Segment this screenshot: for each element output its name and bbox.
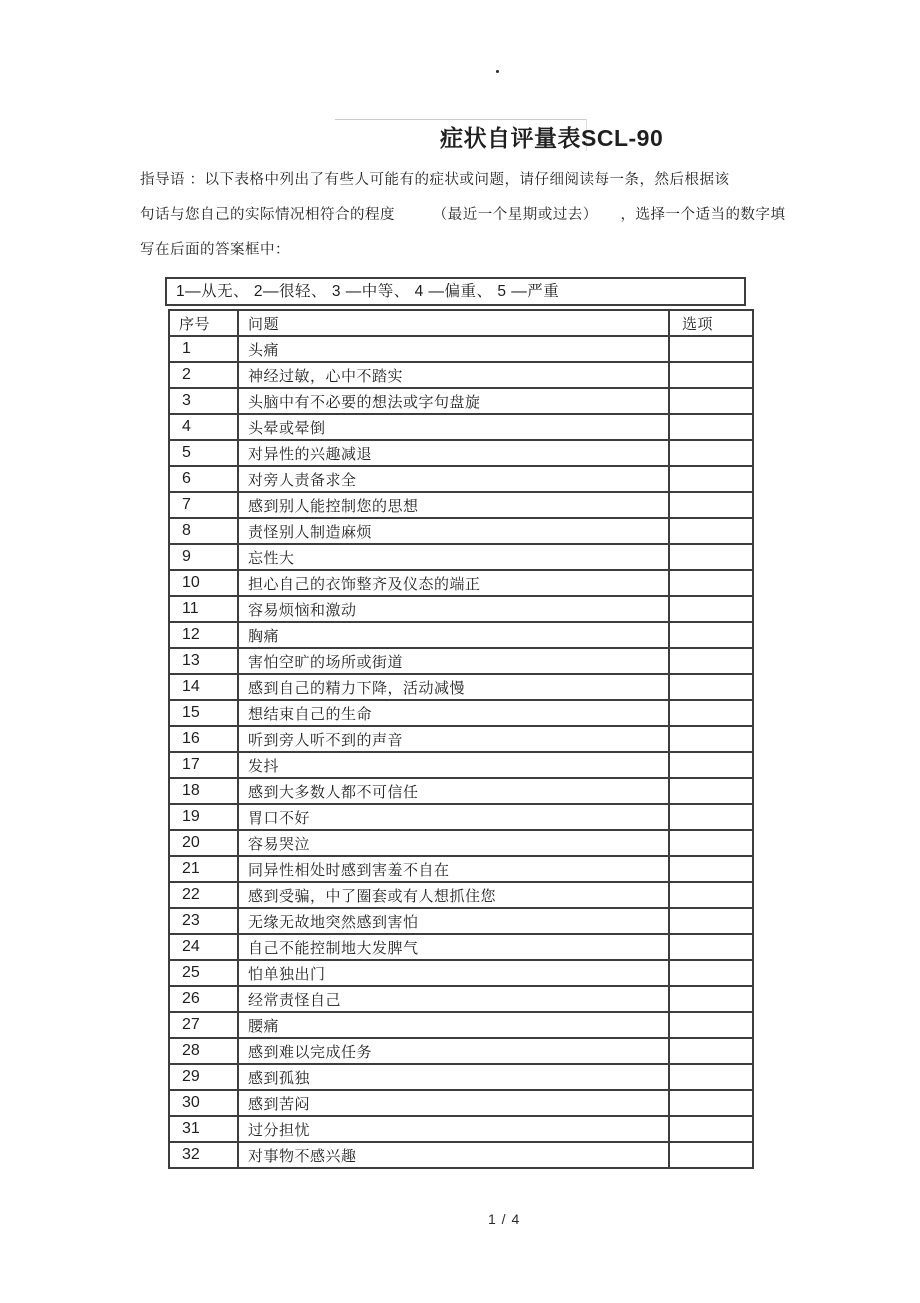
question-text: 怕单独出门: [238, 960, 669, 986]
question-text: 对事物不感兴趣: [238, 1142, 669, 1168]
table-row: [169, 388, 753, 414]
stray-dot-mark: [496, 70, 499, 73]
instructions-line-1: 指导语 ：以下表格中列出了有些人可能有的症状或问题，请仔细阅读每一条，然后根据该: [140, 172, 730, 188]
question-number: 18: [169, 778, 238, 804]
table-row: [169, 596, 753, 622]
instructions-block: [140, 163, 820, 268]
question-number: 15: [169, 700, 238, 726]
question-text: 听到旁人听不到的声音: [238, 726, 669, 752]
answer-box: [669, 362, 753, 388]
table-row: [169, 544, 753, 570]
question-number: 4: [169, 414, 238, 440]
answer-box: [669, 596, 753, 622]
question-text: 容易烦恼和激动: [238, 596, 669, 622]
question-text: 胃口不好: [238, 804, 669, 830]
table-row: [169, 934, 753, 960]
answer-box: [669, 466, 753, 492]
table-row: [169, 752, 753, 778]
question-number: 32: [169, 1142, 238, 1168]
question-text: 对旁人责备求全: [238, 466, 669, 492]
table-row: [169, 440, 753, 466]
question-number: 7: [169, 492, 238, 518]
question-text: 神经过敏，心中不踏实: [238, 362, 669, 388]
table-row: [169, 700, 753, 726]
answer-box: [669, 830, 753, 856]
question-text: 胸痛: [238, 622, 669, 648]
questionnaire-table: [168, 309, 754, 1169]
question-text: 容易哭泣: [238, 830, 669, 856]
question-text: 感到孤独: [238, 1064, 669, 1090]
answer-box: [669, 674, 753, 700]
question-number: 26: [169, 986, 238, 1012]
question-text: 腰痛: [238, 1012, 669, 1038]
column-header-number: 序号: [169, 310, 238, 336]
table-row: [169, 622, 753, 648]
question-text: 感到大多数人都不可信任: [238, 778, 669, 804]
answer-box: [669, 986, 753, 1012]
question-text: 自己不能控制地大发脾气: [238, 934, 669, 960]
question-text: 忘性大: [238, 544, 669, 570]
answer-box: [669, 934, 753, 960]
table-row: [169, 570, 753, 596]
table-row: [169, 830, 753, 856]
answer-box: [669, 882, 753, 908]
question-number: 10: [169, 570, 238, 596]
answer-box: [669, 336, 753, 362]
question-text: 责怪别人制造麻烦: [238, 518, 669, 544]
table-row: [169, 1090, 753, 1116]
table-row: [169, 1012, 753, 1038]
question-number: 23: [169, 908, 238, 934]
question-text: 过分担忧: [238, 1116, 669, 1142]
question-number: 28: [169, 1038, 238, 1064]
table-row: [169, 1038, 753, 1064]
rating-scale-legend-text: 1—从无、 2—很轻、 3 —中等、 4 —偏重、 5 —严重: [176, 283, 560, 300]
answer-box: [669, 1012, 753, 1038]
question-text: 担心自己的衣饰整齐及仪态的端正: [238, 570, 669, 596]
answer-box: [669, 908, 753, 934]
answer-box: [669, 570, 753, 596]
rating-scale-legend: [165, 277, 746, 306]
page-title: 症状自评量表SCL-90: [440, 125, 664, 151]
table-row: [169, 1142, 753, 1168]
question-number: 29: [169, 1064, 238, 1090]
table-row: [169, 986, 753, 1012]
question-number: 16: [169, 726, 238, 752]
question-text: 发抖: [238, 752, 669, 778]
table-row: [169, 960, 753, 986]
table-row: [169, 492, 753, 518]
question-number: 13: [169, 648, 238, 674]
table-row: [169, 648, 753, 674]
answer-box: [669, 544, 753, 570]
question-text: 头痛: [238, 336, 669, 362]
question-number: 2: [169, 362, 238, 388]
question-text: 头晕或晕倒: [238, 414, 669, 440]
instructions-line-2: 句话与您自己的实际情况相符合的程度 （最近一个星期或过去） ，选择一个适当的数字填: [140, 207, 786, 223]
table-row: [169, 882, 753, 908]
table-row: [169, 336, 753, 362]
question-number: 20: [169, 830, 238, 856]
table-row: [169, 778, 753, 804]
question-text: 感到难以完成任务: [238, 1038, 669, 1064]
table-row: [169, 908, 753, 934]
answer-box: [669, 518, 753, 544]
answer-box: [669, 440, 753, 466]
question-number: 3: [169, 388, 238, 414]
answer-box: [669, 804, 753, 830]
question-text: 同异性相处时感到害羞不自在: [238, 856, 669, 882]
question-text: 想结束自己的生命: [238, 700, 669, 726]
table-row: [169, 726, 753, 752]
table-row: [169, 856, 753, 882]
page-number: 1 / 4: [488, 1211, 521, 1227]
table-row: [169, 1116, 753, 1142]
table-row: [169, 1064, 753, 1090]
question-number: 1: [169, 336, 238, 362]
question-number: 5: [169, 440, 238, 466]
question-number: 6: [169, 466, 238, 492]
question-number: 24: [169, 934, 238, 960]
table-row: [169, 518, 753, 544]
question-number: 19: [169, 804, 238, 830]
question-number: 11: [169, 596, 238, 622]
question-number: 17: [169, 752, 238, 778]
question-text: 对异性的兴趣减退: [238, 440, 669, 466]
answer-box: [669, 752, 753, 778]
answer-box: [669, 1038, 753, 1064]
answer-box: [669, 648, 753, 674]
question-number: 31: [169, 1116, 238, 1142]
question-text: 无缘无故地突然感到害怕: [238, 908, 669, 934]
answer-box: [669, 778, 753, 804]
question-number: 12: [169, 622, 238, 648]
answer-box: [669, 856, 753, 882]
question-text: 感到苦闷: [238, 1090, 669, 1116]
instructions-line-3: 写在后面的答案框中：: [140, 242, 290, 258]
question-number: 14: [169, 674, 238, 700]
table-header-row: [169, 310, 753, 336]
table-row: [169, 674, 753, 700]
question-number: 22: [169, 882, 238, 908]
answer-box: [669, 1116, 753, 1142]
question-text: 害怕空旷的场所或街道: [238, 648, 669, 674]
question-number: 30: [169, 1090, 238, 1116]
answer-box: [669, 492, 753, 518]
question-text: 感到自己的精力下降，活动减慢: [238, 674, 669, 700]
column-header-question: 问题: [238, 310, 669, 336]
answer-box: [669, 1142, 753, 1168]
question-text: 感到别人能控制您的思想: [238, 492, 669, 518]
question-number: 25: [169, 960, 238, 986]
answer-box: [669, 960, 753, 986]
answer-box: [669, 1090, 753, 1116]
answer-box: [669, 414, 753, 440]
answer-box: [669, 700, 753, 726]
question-number: 27: [169, 1012, 238, 1038]
answer-box: [669, 388, 753, 414]
question-number: 21: [169, 856, 238, 882]
table-row: [169, 362, 753, 388]
table-row: [169, 414, 753, 440]
answer-box: [669, 1064, 753, 1090]
question-text: 经常责怪自己: [238, 986, 669, 1012]
question-number: 9: [169, 544, 238, 570]
question-text: 头脑中有不必要的想法或字句盘旋: [238, 388, 669, 414]
table-row: [169, 804, 753, 830]
column-header-option: 选项: [669, 310, 753, 336]
question-number: 8: [169, 518, 238, 544]
question-text: 感到受骗，中了圈套或有人想抓住您: [238, 882, 669, 908]
table-row: [169, 466, 753, 492]
answer-box: [669, 622, 753, 648]
answer-box: [669, 726, 753, 752]
